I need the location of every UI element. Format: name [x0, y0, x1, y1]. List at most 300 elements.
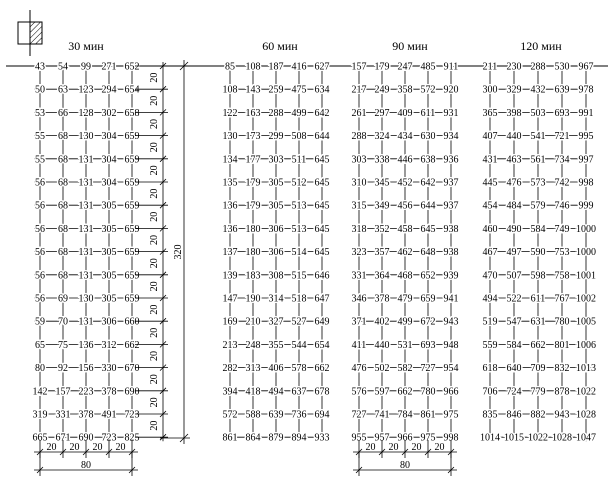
- row-spacing-label: 20: [149, 165, 160, 176]
- temperature-value: 547: [506, 316, 522, 328]
- temperature-value: 331: [55, 409, 71, 421]
- temperature-value: 259: [268, 84, 284, 96]
- temperature-value: 753: [554, 247, 570, 259]
- temperature-value: 123: [78, 84, 94, 96]
- temperature-value: 416: [291, 61, 307, 73]
- temperature-value: 456: [397, 200, 413, 212]
- temperature-value: 136: [78, 339, 94, 351]
- temperature-value: 330: [101, 363, 117, 375]
- temperature-value: 825: [124, 432, 140, 444]
- grid-30-min: [33, 62, 140, 444]
- temperature-value: 323: [351, 247, 367, 259]
- temperature-value: 572: [420, 84, 436, 96]
- temperature-value: 213: [222, 339, 238, 351]
- temperature-value: 59: [35, 316, 45, 328]
- temperature-value: 943: [443, 316, 459, 328]
- temperature-value: 879: [268, 432, 284, 444]
- temperature-value: 659: [124, 247, 140, 259]
- temperature-value: 131: [78, 247, 94, 259]
- header-60-min: 60 мин: [262, 39, 298, 53]
- temperature-value: 179: [245, 200, 261, 212]
- temperature-value: 582: [397, 363, 413, 375]
- temperature-value: 939: [443, 270, 459, 282]
- temperature-value: 56: [35, 177, 45, 189]
- temperature-value: 690: [78, 432, 94, 444]
- temperature-value: 659: [420, 293, 436, 305]
- row-spacing-label: 20: [149, 211, 160, 222]
- temperature-value: 723: [124, 409, 140, 421]
- temperature-value: 499: [397, 316, 413, 328]
- temperature-value: 937: [443, 200, 459, 212]
- temperature-value: 313: [245, 363, 261, 375]
- temperature-value: 618: [482, 363, 498, 375]
- temperature-value: 1047: [576, 432, 596, 444]
- temperature-value: 137: [222, 247, 238, 259]
- grid-120-min: [480, 62, 596, 444]
- temperature-value: 75: [58, 339, 68, 351]
- temperature-value: 645: [314, 247, 330, 259]
- temperature-value: 85: [225, 61, 235, 73]
- temperature-value: 68: [58, 200, 68, 212]
- temperature-value: 324: [374, 131, 390, 143]
- temperature-value: 652: [420, 270, 436, 282]
- temperature-value: 398: [506, 107, 522, 119]
- temperature-value: 122: [222, 107, 238, 119]
- temperature-value: 784: [397, 409, 413, 421]
- temperature-value: 494: [268, 386, 284, 398]
- temperature-value: 247: [397, 61, 413, 73]
- temperature-value: 749: [554, 223, 570, 235]
- temperature-value: 561: [530, 154, 546, 166]
- row-spacing-label: 20: [149, 72, 160, 83]
- temperature-value: 637: [291, 386, 307, 398]
- temperature-value: 314: [268, 293, 284, 305]
- temperature-value: 780: [420, 386, 436, 398]
- total-width-label: 80: [81, 460, 91, 471]
- temperature-value: 631: [530, 316, 546, 328]
- temperature-value: 503: [530, 107, 546, 119]
- temperature-value: 479: [397, 293, 413, 305]
- temperature-value: 131: [78, 270, 94, 282]
- temperature-value: 709: [530, 363, 546, 375]
- temperature-value: 65: [35, 339, 45, 351]
- temperature-value: 130: [78, 131, 94, 143]
- temperature-value: 378: [374, 293, 390, 305]
- temperature-value: 50: [35, 84, 45, 96]
- temperature-value: 933: [314, 432, 330, 444]
- temperature-value: 310: [351, 177, 367, 189]
- temperature-value: 654: [314, 339, 330, 351]
- temperature-value: 378: [78, 409, 94, 421]
- column-spacing-label: 20: [365, 442, 376, 453]
- temperature-value: 157: [351, 61, 367, 73]
- temperature-value: 598: [530, 270, 546, 282]
- temperature-value: 494: [482, 293, 498, 305]
- temperature-value: 55: [35, 131, 45, 143]
- total-width-label: 80: [400, 460, 410, 471]
- temperature-value: 130: [78, 293, 94, 305]
- temperature-value: 364: [374, 270, 390, 282]
- column-spacing-label: 20: [46, 442, 57, 453]
- temperature-value: 163: [245, 107, 261, 119]
- temperature-value: 652: [124, 61, 140, 73]
- temperature-value: 305: [268, 200, 284, 212]
- grid-90-min: [352, 62, 459, 444]
- temperature-value: 305: [268, 177, 284, 189]
- temperature-value: 801: [554, 339, 570, 351]
- temperature-value: 157: [55, 386, 71, 398]
- temperature-value: 522: [506, 293, 522, 305]
- temperature-value: 846: [506, 409, 522, 421]
- temperature-value: 371: [351, 316, 367, 328]
- row-spacing-label: 20: [149, 235, 160, 245]
- temperature-value: 693: [420, 339, 436, 351]
- temperature-value: 331: [351, 270, 367, 282]
- temperature-value: 305: [101, 223, 117, 235]
- temperature-value: 306: [268, 247, 284, 259]
- temperature-value: 513: [291, 223, 307, 235]
- temperature-value: 467: [482, 247, 498, 259]
- temperature-value: 183: [245, 270, 261, 282]
- temperature-value: 678: [314, 386, 330, 398]
- temperature-value: 476: [506, 177, 522, 189]
- temperature-value: 179: [374, 61, 390, 73]
- temperature-value: 63: [58, 84, 68, 96]
- temperature-value: 511: [291, 154, 307, 166]
- temperature-value: 173: [245, 131, 261, 143]
- temperature-value: 941: [443, 293, 459, 305]
- temperature-value: 654: [124, 84, 140, 96]
- temperature-value: 658: [124, 107, 140, 119]
- temperature-value: 491: [101, 409, 117, 421]
- temperature-value: 304: [101, 131, 117, 143]
- header-90-min: 90 мин: [392, 39, 428, 53]
- temperature-value: 706: [482, 386, 498, 398]
- temperature-value: 297: [374, 107, 390, 119]
- temperature-value: 452: [397, 177, 413, 189]
- column-spacing-label: 20: [411, 442, 422, 453]
- temperature-value: 68: [58, 131, 68, 143]
- temperature-value: 305: [101, 200, 117, 212]
- temperature-value: 440: [374, 339, 390, 351]
- temperature-value: 835: [482, 409, 498, 421]
- temperature-value: 966: [443, 386, 459, 398]
- temperature-value: 445: [482, 177, 498, 189]
- column-spacing-dimension-30: [34, 440, 138, 476]
- temperature-value: 271: [101, 61, 117, 73]
- temperature-value: 531: [397, 339, 413, 351]
- temperature-value: 639: [268, 409, 284, 421]
- temperature-value: 742: [554, 177, 570, 189]
- temperature-value: 882: [530, 409, 546, 421]
- temperature-value: 943: [554, 409, 570, 421]
- temperature-value: 1028: [552, 432, 572, 444]
- temperature-value: 288: [351, 131, 367, 143]
- temperature-value: 978: [578, 84, 594, 96]
- temperature-value: 645: [314, 223, 330, 235]
- temperature-value: 530: [554, 61, 570, 73]
- temperature-value: 156: [78, 363, 94, 375]
- temperature-value: 644: [314, 131, 330, 143]
- temperature-value: 409: [397, 107, 413, 119]
- temperature-value: 1000: [576, 247, 596, 259]
- temperature-value: 723: [101, 432, 117, 444]
- temperature-value: 68: [58, 177, 68, 189]
- temperature-value: 727: [351, 409, 367, 421]
- temperature-value: 938: [443, 223, 459, 235]
- temperature-value: 948: [443, 339, 459, 351]
- temperature-value: 736: [291, 409, 307, 421]
- temperature-value: 318: [351, 223, 367, 235]
- header-120-min: 120 мин: [520, 39, 562, 53]
- temperature-value: 308: [268, 270, 284, 282]
- temperature-value: 180: [245, 223, 261, 235]
- total-height-label: 320: [173, 244, 184, 260]
- temperature-value: 180: [245, 247, 261, 259]
- temperature-value: 475: [291, 84, 307, 96]
- temperature-value: 975: [420, 432, 436, 444]
- temperature-value: 468: [397, 270, 413, 282]
- temperature-value: 139: [222, 270, 238, 282]
- temperature-value: 288: [530, 61, 546, 73]
- temperature-value: 832: [554, 363, 570, 375]
- temperature-value: 312: [101, 339, 117, 351]
- temperature-value: 56: [35, 293, 45, 305]
- temperature-value: 955: [351, 432, 367, 444]
- temperature-value: 458: [397, 223, 413, 235]
- temperature-value: 432: [530, 84, 546, 96]
- temperature-value: 512: [291, 177, 307, 189]
- temperature-value: 230: [506, 61, 522, 73]
- temperature-value: 223: [78, 386, 94, 398]
- temperature-value: 407: [482, 131, 498, 143]
- temperature-value: 147: [222, 293, 238, 305]
- temperature-value: 721: [554, 131, 570, 143]
- temperature-value: 56: [35, 270, 45, 282]
- temperature-value: 431: [482, 154, 498, 166]
- temperature-value: 936: [443, 154, 459, 166]
- row-spacing-label: 20: [149, 351, 160, 361]
- temperature-value: 724: [506, 386, 522, 398]
- temperature-value: 303: [268, 154, 284, 166]
- temperature-value: 672: [420, 316, 436, 328]
- temperature-value: 365: [482, 107, 498, 119]
- temperature-value: 305: [101, 247, 117, 259]
- temperature-value: 1006: [576, 339, 596, 351]
- temperature-value: 662: [530, 339, 546, 351]
- temperature-value: 518: [291, 293, 307, 305]
- temperature-value: 261: [351, 107, 367, 119]
- temperature-value: 460: [482, 223, 498, 235]
- temperature-value: 108: [222, 84, 238, 96]
- temperature-value: 304: [101, 177, 117, 189]
- temperature-value: 911: [443, 61, 459, 73]
- column-spacing-label: 20: [434, 442, 445, 453]
- row-spacing-label: 20: [149, 95, 160, 106]
- temperature-value: 394: [222, 386, 238, 398]
- temperature-value: 327: [268, 316, 284, 328]
- temperature-value: 476: [351, 363, 367, 375]
- row-spacing-dimension: [135, 62, 168, 441]
- temperature-value: 508: [291, 131, 307, 143]
- temperature-value: 639: [554, 84, 570, 96]
- temperature-value: 659: [124, 270, 140, 282]
- temperature-value: 507: [506, 270, 522, 282]
- temperature-value: 662: [397, 386, 413, 398]
- temperature-value: 338: [374, 154, 390, 166]
- temperature-value: 357: [374, 247, 390, 259]
- row-spacing-label: 20: [149, 281, 160, 292]
- row-spacing-label: 20: [149, 188, 160, 199]
- temperature-value: 727: [420, 363, 436, 375]
- temperature-value: 282: [222, 363, 238, 375]
- temperature-value: 304: [101, 154, 117, 166]
- temperature-value: 515: [291, 270, 307, 282]
- temperature-value: 1022: [528, 432, 548, 444]
- temperature-value: 1013: [576, 363, 596, 375]
- temperature-value: 597: [374, 386, 390, 398]
- column-spacing-label: 20: [115, 442, 126, 453]
- temperature-value: 349: [374, 200, 390, 212]
- temperature-value: 645: [314, 154, 330, 166]
- column-spacing-label: 20: [388, 442, 399, 453]
- temperature-value: 694: [314, 409, 330, 421]
- temperature-value: 670: [124, 363, 140, 375]
- grid-60-min: [223, 62, 330, 444]
- temperature-value: 967: [578, 61, 594, 73]
- temperature-value: 514: [291, 247, 307, 259]
- row-spacing-label: 20: [149, 420, 160, 431]
- temperature-value: 68: [58, 223, 68, 235]
- temperature-value: 68: [58, 270, 68, 282]
- temperature-value: 406: [268, 363, 284, 375]
- temperature-value: 302: [101, 107, 117, 119]
- temperature-value: 248: [245, 339, 261, 351]
- temperature-value: 758: [554, 270, 570, 282]
- temperature-value: 544: [291, 339, 307, 351]
- temperature-value: 434: [397, 131, 413, 143]
- temperature-value: 1005: [576, 316, 596, 328]
- temperature-value: 352: [374, 223, 390, 235]
- temperature-value: 136: [222, 223, 238, 235]
- temperature-value: 584: [530, 223, 546, 235]
- temperature-value: 931: [443, 107, 459, 119]
- temperature-value: 131: [78, 177, 94, 189]
- temperature-value: 864: [245, 432, 261, 444]
- wall-section-icon: [18, 10, 42, 56]
- temperature-value: 68: [58, 154, 68, 166]
- row-spacing-label: 20: [149, 258, 160, 269]
- temperature-value: 190: [245, 293, 261, 305]
- temperature-value: 638: [420, 154, 436, 166]
- temperature-value: 187: [268, 61, 284, 73]
- temperature-value: 99: [81, 61, 91, 73]
- temperature-value: 502: [374, 363, 390, 375]
- temperature-value: 966: [397, 432, 413, 444]
- temperature-value: 108: [245, 61, 261, 73]
- temperature-value: 1022: [576, 386, 596, 398]
- temperature-value: 294: [101, 84, 117, 96]
- temperature-value: 527: [291, 316, 307, 328]
- temperature-value: 999: [578, 200, 594, 212]
- temperature-value: 411: [351, 339, 367, 351]
- temperature-value: 934: [443, 131, 459, 143]
- temperature-value: 131: [78, 154, 94, 166]
- temperature-value: 659: [124, 177, 140, 189]
- temperature-value: 217: [351, 84, 367, 96]
- temperature-value: 779: [530, 386, 546, 398]
- temperature-value: 329: [506, 84, 522, 96]
- temperature-value: 861: [420, 409, 436, 421]
- temperature-value: 92: [58, 363, 68, 375]
- temperature-value: 70: [58, 316, 68, 328]
- temperature-value: 402: [374, 316, 390, 328]
- column-spacing-label: 20: [69, 442, 80, 453]
- temperature-value: 169: [222, 316, 238, 328]
- row-spacing-label: 20: [149, 397, 160, 408]
- temperature-value: 991: [578, 107, 594, 119]
- temperature-value: 644: [420, 200, 436, 212]
- temperature-value: 659: [124, 154, 140, 166]
- temperature-value: 590: [530, 247, 546, 259]
- temperature-value: 249: [374, 84, 390, 96]
- temperature-value: 578: [291, 363, 307, 375]
- temperature-value: 588: [245, 409, 261, 421]
- temperature-value: 288: [268, 107, 284, 119]
- temperature-value: 499: [291, 107, 307, 119]
- temperature-value: 315: [351, 200, 367, 212]
- temperature-value: 611: [420, 107, 436, 119]
- temperature-value: 319: [32, 409, 48, 421]
- temperature-value: 1001: [576, 270, 596, 282]
- column-spacing-dimension-90: [353, 440, 457, 476]
- temperature-value: 957: [374, 432, 390, 444]
- row-spacing-label: 20: [149, 119, 160, 129]
- temperature-value: 660: [124, 316, 140, 328]
- temperature-value: 1000: [576, 223, 596, 235]
- temperature-value: 995: [578, 131, 594, 143]
- temperature-value: 541: [530, 131, 546, 143]
- temperature-value: 463: [506, 154, 522, 166]
- temperature-value: 642: [420, 177, 436, 189]
- temperature-value: 490: [506, 223, 522, 235]
- temperature-value: 69: [58, 293, 68, 305]
- temperature-value: 659: [124, 223, 140, 235]
- temperature-value: 573: [530, 177, 546, 189]
- temperature-value: 665: [32, 432, 48, 444]
- temperature-value: 485: [420, 61, 436, 73]
- temperature-value: 954: [443, 363, 459, 375]
- temperature-value: 780: [554, 316, 570, 328]
- row-spacing-label: 20: [149, 327, 160, 338]
- temperature-value: 645: [314, 177, 330, 189]
- temperature-value: 142: [32, 386, 48, 398]
- temperature-value: 378: [101, 386, 117, 398]
- temperature-value: 131: [78, 223, 94, 235]
- temperature-value: 355: [268, 339, 284, 351]
- temperature-value: 179: [245, 177, 261, 189]
- temperature-value: 937: [443, 177, 459, 189]
- row-spacing-label: 20: [149, 304, 160, 315]
- temperature-value: 80: [35, 363, 45, 375]
- temperature-value: 767: [554, 293, 570, 305]
- temperature-value: 659: [124, 200, 140, 212]
- temperature-value: 576: [351, 386, 367, 398]
- temperature-value: 440: [506, 131, 522, 143]
- temperature-value: 645: [314, 200, 330, 212]
- temperature-value: 671: [55, 432, 71, 444]
- temperature-value: 56: [35, 247, 45, 259]
